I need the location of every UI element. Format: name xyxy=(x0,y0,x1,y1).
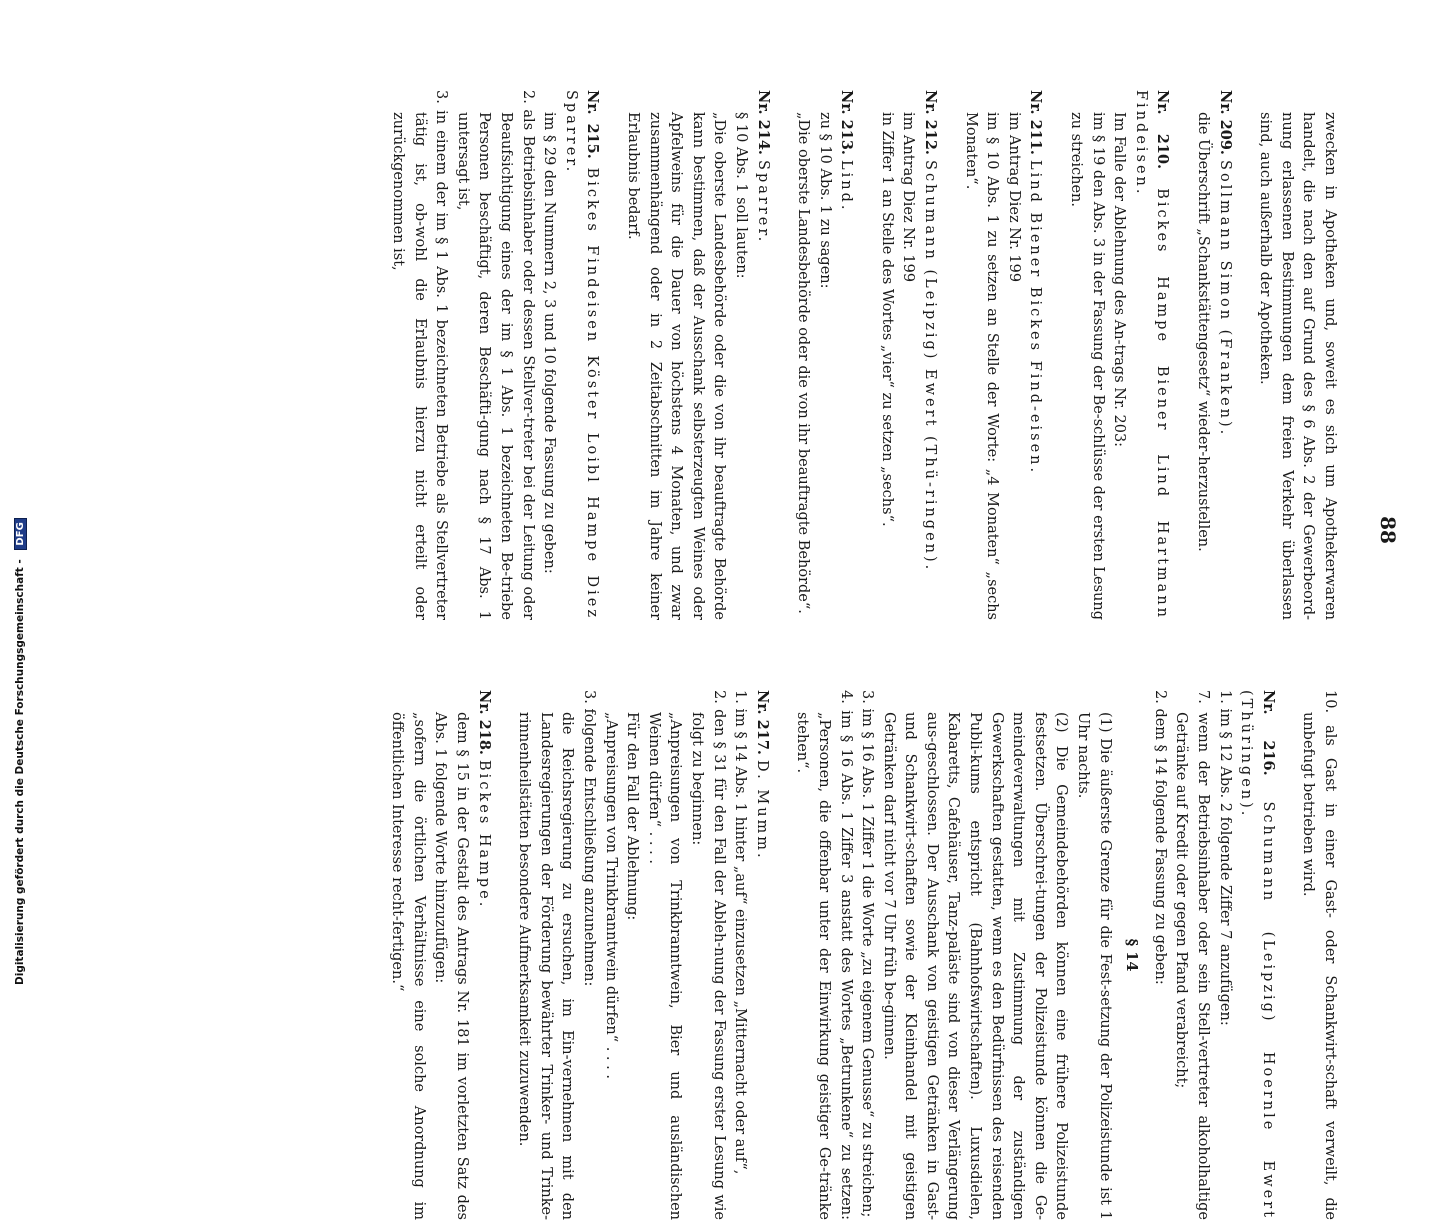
motion-text: „sofern die örtlichen Verhältnisse eine solche Anordnung im öffentlichen Interesse recht-fertigen.“ xyxy=(389,712,427,1220)
left-column xyxy=(368,90,1340,620)
motion-text: „Anpreisungen von Trinkbranntwein dürfen“ . . . . xyxy=(602,712,619,1079)
motion-text: 3. folgende Entschließung anzunehmen: xyxy=(581,690,597,987)
motion-text: im § 19 den Abs. 3 in der Fassung der Be-schlüsse der ersten Lesung zu streichen. xyxy=(1068,112,1106,620)
section-text: 3. im § 16 Abs. 1 Ziffer 1 die Worte „zu eigenem Genusse“ zu streichen; xyxy=(859,690,876,1218)
credit-text: Digitalisierung gefördert durch die Deutsche Forschungsgemeinschaft - xyxy=(14,559,26,985)
motion-text: 1. im § 12 Abs. 2 folgende Ziffer 7 anzufügen: xyxy=(1216,690,1233,1026)
motion-heading xyxy=(750,690,773,1220)
motion-sponsors: Bickes Hampe Biener Lind Hartmann Findeisen. xyxy=(1132,90,1171,620)
motion-number: Nr. 216. xyxy=(1259,690,1277,802)
motion-entry xyxy=(386,90,603,620)
motion-entry xyxy=(621,90,773,620)
motion-number: Nr. 215. xyxy=(584,90,602,168)
motion-entry xyxy=(791,690,1279,1220)
motion-number: Nr. 218. xyxy=(475,690,493,761)
motion-heading xyxy=(1024,90,1047,620)
motion-sponsors: Bickes Hampe. xyxy=(475,760,492,910)
motion-text: § 10 Abs. 1 soll lauten: xyxy=(732,112,749,279)
motion-text: zu § 10 Abs. 1 zu sagen: xyxy=(816,112,833,289)
motion-heading xyxy=(1129,90,1173,620)
dfg-logo: DFG xyxy=(14,518,27,549)
motion-entry xyxy=(1191,90,1235,620)
motion-sponsors: Lind Biener Bickes Find-eisen. xyxy=(1027,160,1044,476)
motion-text: im Antrag Diez Nr. 199 xyxy=(900,112,917,283)
motion-text: im § 10 Abs. 1 zu setzen an Stelle der Worte: „4 Monaten“ „sechs Monaten“. xyxy=(962,112,1001,620)
motion-heading xyxy=(559,90,603,620)
motion-number: Nr. 209. xyxy=(1216,90,1234,161)
motion-text: 2. als Betriebsinhaber oder dessen Stellver-treter bei der Leitung oder Beaufsichtigung eines der im § 1 Abs. 1 bezeichneten Be-triebe Personen beschäftigt, deren Beschäfti-gung nach § 17 Abs. 1 untersagt ist, xyxy=(454,90,536,620)
motion-entry xyxy=(1297,690,1340,1220)
motion-text: 10. als Gast in einer Gast- oder Schankwirt-schaft verweilt, die unbefugt betrieben wird. xyxy=(1300,690,1338,1220)
section-text: (2) Die Gemeindebehörden können eine frühere Polizeistunde festsetzen. Überschrei-tungen der Polizeistunde können die Ge-meindeverwaltungen mit Zustimmung der zuständigen Gewerkschaften gestatten, wenn es den Bedürfnissen des reisenden Publi-kums entspricht (Bahnhofswirtschaften). Luxusdielen, Kabaretts, Cafehäuser, Tanz-paläste sind von dieser Verlängerung aus-geschlossen. Der Ausschank von geistigen Getränken in Gast- und Schankwirt-schaften sowie der Kleinhandel mit geistigen Getränken darf nicht vor 7 Uhr früh be-ginnen. xyxy=(880,712,1070,1220)
motion-sponsors: Schumann (Leipzig) Ewert (Thü-ringen). xyxy=(922,160,939,573)
motion-heading xyxy=(835,90,858,620)
motion-heading xyxy=(751,90,774,620)
motion-heading xyxy=(919,90,942,620)
page-number: 88 xyxy=(1376,516,1400,544)
motion-entry xyxy=(792,90,858,620)
motion-number: Nr. 211. xyxy=(1027,90,1045,161)
motion-text: dem § 15 in der Gestalt des Antrags Nr. 181 im vorletzten Satz des Abs. 1 folgende Worte hinzuzufügen: xyxy=(432,712,471,1220)
digitization-credit xyxy=(14,518,27,985)
motion-text: die Reichsregierung zu ersuchen, im Ein-vernehmen mit den Landesregierungen der Förderung bewährter Trinker- und Trinke-rinnenheilstätten besondere Aufmerksamkeit zuzuwenden. xyxy=(516,712,576,1220)
motion-text: „Die oberste Landesbehörde oder die von ihr beauftragte Behörde“. xyxy=(795,112,812,614)
section-text: 4. im § 16 Abs. 1 Ziffer 3 anstatt des Wortes „Betrunkene“ zu setzen: „Personen, die offenbar unter der Einwirkung geistiger Ge-tränke stehen“. xyxy=(794,690,854,1220)
motion-number: Nr. 212. xyxy=(922,90,940,161)
motion-entry xyxy=(513,690,773,1220)
motion-text: im Antrag Diez Nr. 199 xyxy=(1005,112,1022,283)
motion-heading xyxy=(1235,690,1279,1220)
motion-text: Im Falle der Ablehnung des An-trags Nr. 203: xyxy=(1111,112,1128,448)
motion-number: Nr. 213. xyxy=(838,90,856,161)
motion-sponsors: Lind. xyxy=(838,160,855,213)
document-page xyxy=(170,90,1400,1220)
motion-text: 3. in einem der im § 1 Abs. 1 bezeichneten Betriebe als Stellvertreter tätig ist, ob-wohl die Erlaubnis hierzu nicht erteilt oder zurückgenommen ist, xyxy=(390,90,450,620)
motion-text: zwecken in Apotheken und, soweit es sich um Apothekerwaren handelt, die nach den auf Grund des § 6 Abs. 2 der Gewerbeord-nung erlassenen Bestimmungen dem freien Verkehr überlassen sind, auch außerhalb der Apotheken. xyxy=(1257,112,1338,620)
right-column xyxy=(368,690,1340,1220)
motion-sponsors: Sparrer. xyxy=(754,160,771,245)
section-text: (1) Die äußerste Grenze für die Fest-setzung der Polizeistunde ist 1 Uhr nachts. xyxy=(1075,712,1113,1220)
motion-text: 7. wenn der Betriebsinhaber oder sein Stell-vertreter alkoholhaltige Getränke auf Kredit oder gegen Pfand verabreicht; xyxy=(1173,690,1212,1220)
motion-text: im § 29 den Nummern 2, 3 und 10 folgende Fassung zu geben: xyxy=(541,112,558,574)
motion-entry xyxy=(386,690,495,1220)
motion-entry xyxy=(875,90,941,620)
motion-heading xyxy=(472,690,495,1220)
motion-number: Nr. 214. xyxy=(754,90,772,161)
motion-text: 1. im § 14 Abs. 1 hinter „auf“ einzusetzen „Mitternacht oder auf“, xyxy=(732,690,749,1175)
motion-text: die Überschrift „Schankstättengesetz“ wieder-herzustellen. xyxy=(1195,112,1212,552)
motion-heading xyxy=(1213,90,1236,620)
motion-text: in Ziffer 1 an Stelle des Wortes „vier“ zu setzen „sechs“. xyxy=(878,112,895,527)
motion-entry xyxy=(1064,90,1173,620)
motion-sponsors: Bickes Findeisen Köster Loibl Hampe Diez Sparrer. xyxy=(562,90,601,620)
motion-sponsors: Sollmann Simon (Franken). xyxy=(1216,160,1233,438)
motion-text: 2. dem § 14 folgende Fassung zu geben: xyxy=(1151,690,1168,985)
motion-text: „Die oberste Landesbehörde oder die von ihr beauftragte Behörde kann bestimmen, daß der Ausschank selbsterzeugten Weines oder Apfelweins für die Dauer von höchstens 4 Monaten, und zwar zusammenhängend oder in 2 Zeitabschnitten im Jahre keiner Erlaubnis bedarf. xyxy=(624,112,728,620)
motion-entry xyxy=(959,90,1046,620)
motion-sponsors: D. Mumm. xyxy=(753,760,770,861)
motion-text: Für den Fall der Ablehnung: xyxy=(624,712,641,921)
motion-sponsors: Schumann (Leipzig) Hoernle Ewert (Thüringen). xyxy=(1238,690,1276,1220)
motion-text: 2. den § 31 für den Fall der Ableh-nung der Fassung erster Lesung wie folgt zu beginnen: xyxy=(688,690,727,1220)
section-heading: § 14 xyxy=(1123,938,1141,972)
motion-entry xyxy=(1254,90,1340,620)
motion-number: Nr. 217. xyxy=(753,690,771,761)
motion-number: Nr. 210. xyxy=(1154,90,1172,189)
motion-text: „Anpreisungen von Trinkbranntwein, Bier und ausländischen Weinen dürfen“ . . . . xyxy=(645,712,684,1220)
